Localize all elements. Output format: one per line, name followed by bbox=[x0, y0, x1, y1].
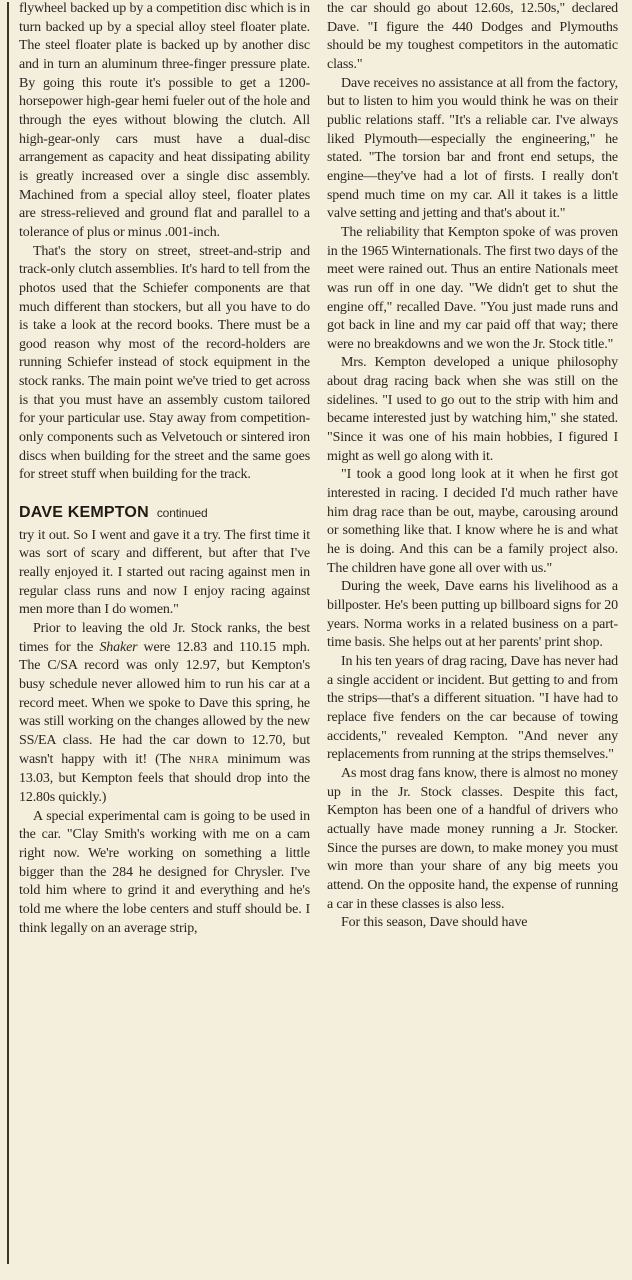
kempton-paragraph-3: A special experimental cam is going to be used in the car. "Clay Smith's working with me on a cam right now. We're working on something a little bigger than the 284 he designed for Chrysler. I've told him where to grind it and everything and he's told me where the lobe centers and stuff should be. I think legally on an average strip, bbox=[19, 808, 310, 936]
left-column bbox=[19, 0, 310, 938]
clutch-paragraph-1: flywheel backed up by a competition disc which is in turn backed up by a special alloy steel floater plate. The steel floater plate is backed up by another disc and in turn an aluminum three-finger pressure plate. By going this route it's possible to get a 1200-horsepower high-gear hemi fueler out of the hole and through the eyes without blowing the clutch. All high-gear-only cars must have a dual-disc arrangement as capacity and heat dissipating ability is greatly increased over a single disc assembly. Machined from a special alloy steel, floater plates are stress-relieved and ground flat and parallel to a tolerance of plus or minus .001-inch. bbox=[19, 1, 310, 240]
section-heading bbox=[19, 503, 310, 523]
nhra-smallcaps: NHRA bbox=[188, 754, 220, 766]
right-paragraph-1: the car should go about 12.60s, 12.50s," declared Dave. "I figure the 440 Dodges and Plymouths should be my toughest competitors in the automatic class." bbox=[327, 1, 618, 72]
car-name-italic: Shaker bbox=[99, 639, 138, 655]
right-column bbox=[327, 0, 618, 933]
right-paragraph-2: Dave receives no assistance at all from the factory, but to listen to him you would think he was on their public relations staff. "It's a reliable car. I've always liked Plymouth—especially the engineering," he stated. "The torsion bar and front end setups, the engine—they've had a lot of firsts. I really don't spend much time on my car. All it takes is a little valve setting and jetting and that's about it." bbox=[327, 75, 618, 222]
heading-name: DAVE KEMPTON bbox=[19, 504, 149, 522]
text-run: Prior to leaving the old Jr. Stock ranks, the best times for the bbox=[19, 621, 310, 655]
right-paragraph-7: In his ten years of drag racing, Dave has never had a single accident or incident. But getting to and from the strips—that's a different situation. "I have had to replace five fenders on the car because of towing accidents," revealed Kempton. "And never any replacements from running at the strips themselves." bbox=[327, 653, 618, 763]
heading-continued: continued bbox=[156, 506, 208, 521]
column-rule bbox=[7, 2, 9, 1264]
text-run: minimum was 13.03, but Kempton feels that should drop into the 12.80s quickly.) bbox=[19, 751, 311, 805]
right-paragraph-8: As most drag fans know, there is almost no money up in the Jr. Stock classes. Despite this fact, Kempton has been one of a handful of drivers who actually have made money running a Jr. Stocker. Since the purses are down, to make money you must win more than your share of any big meets you attend. On the opposite hand, the expense of running a car in these classes is also less. bbox=[327, 765, 618, 912]
right-paragraph-9: For this season, Dave should have bbox=[341, 915, 528, 931]
clutch-paragraph-2: That's the story on street, street-and-strip and track-only clutch assemblies. It's hard to tell from the photos used that the Schiefer components are that much different than stockers, but all you have to do is take a look at the record books. There must be a good reason why most of the record-holders are running Schiefer instead of stock equipment in the stock ranks. The main point we've tried to get across is that you must have an assembly custom tailored for your particular use. Stay away from competition-only components such as Velvetouch or sintered iron discs when building for the street and the same goes for street stuff when building for the track. bbox=[19, 243, 310, 483]
right-paragraph-6: During the week, Dave earns his livelihood as a billposter. He's been putting up billboard signs for 20 years. Norma works in a related business on a part-time basis. She helps out at her parents' print shop. bbox=[327, 579, 618, 651]
right-paragraph-4: Mrs. Kempton developed a unique philosophy about drag racing back when she was still on the sidelines. "I used to go out to the strip with him and became interested just by watching him," she stated. "Since it was one of his main hobbies, I figured I might as well go along with it. bbox=[327, 355, 618, 464]
right-paragraph-3: The reliability that Kempton spoke of was proven in the 1965 Winternationals. The first two days of the meet were rained out. Thus an entire Nationals meet was run off in one day. "We didn't get to shut the engine off," recalled Dave. "You just made runs and got back in line and my car paid off that way; there were no breakdowns and we won the Jr. Stock title." bbox=[327, 224, 618, 352]
text-run: were 12.83 and 110.15 mph. The C/SA record was only 12.97, but Kempton's busy schedule never allowed him to run his car at a record meet. When we spoke to Dave this spring, he was still working on the changes allowed by the new SS/EA class. He had the car down to 12.70, but wasn't happy with it! (The bbox=[19, 639, 310, 767]
right-paragraph-5: "I took a good long look at it when he first got interested in racing. I decided I'd much rather have him drag race than be out, maybe, carousing around or something like that. I know where he is and what he is doing. And this can be a family project also. The children have gone all over with us." bbox=[327, 467, 618, 576]
kempton-paragraph-2 bbox=[19, 620, 310, 808]
kempton-paragraph-1: try it out. So I went and gave it a try. The first time it was sort of scary and different, but after that I've really enjoyed it. I started out racing against men in regular class runs and now I enjoy racing against men more than I do women." bbox=[19, 527, 310, 618]
